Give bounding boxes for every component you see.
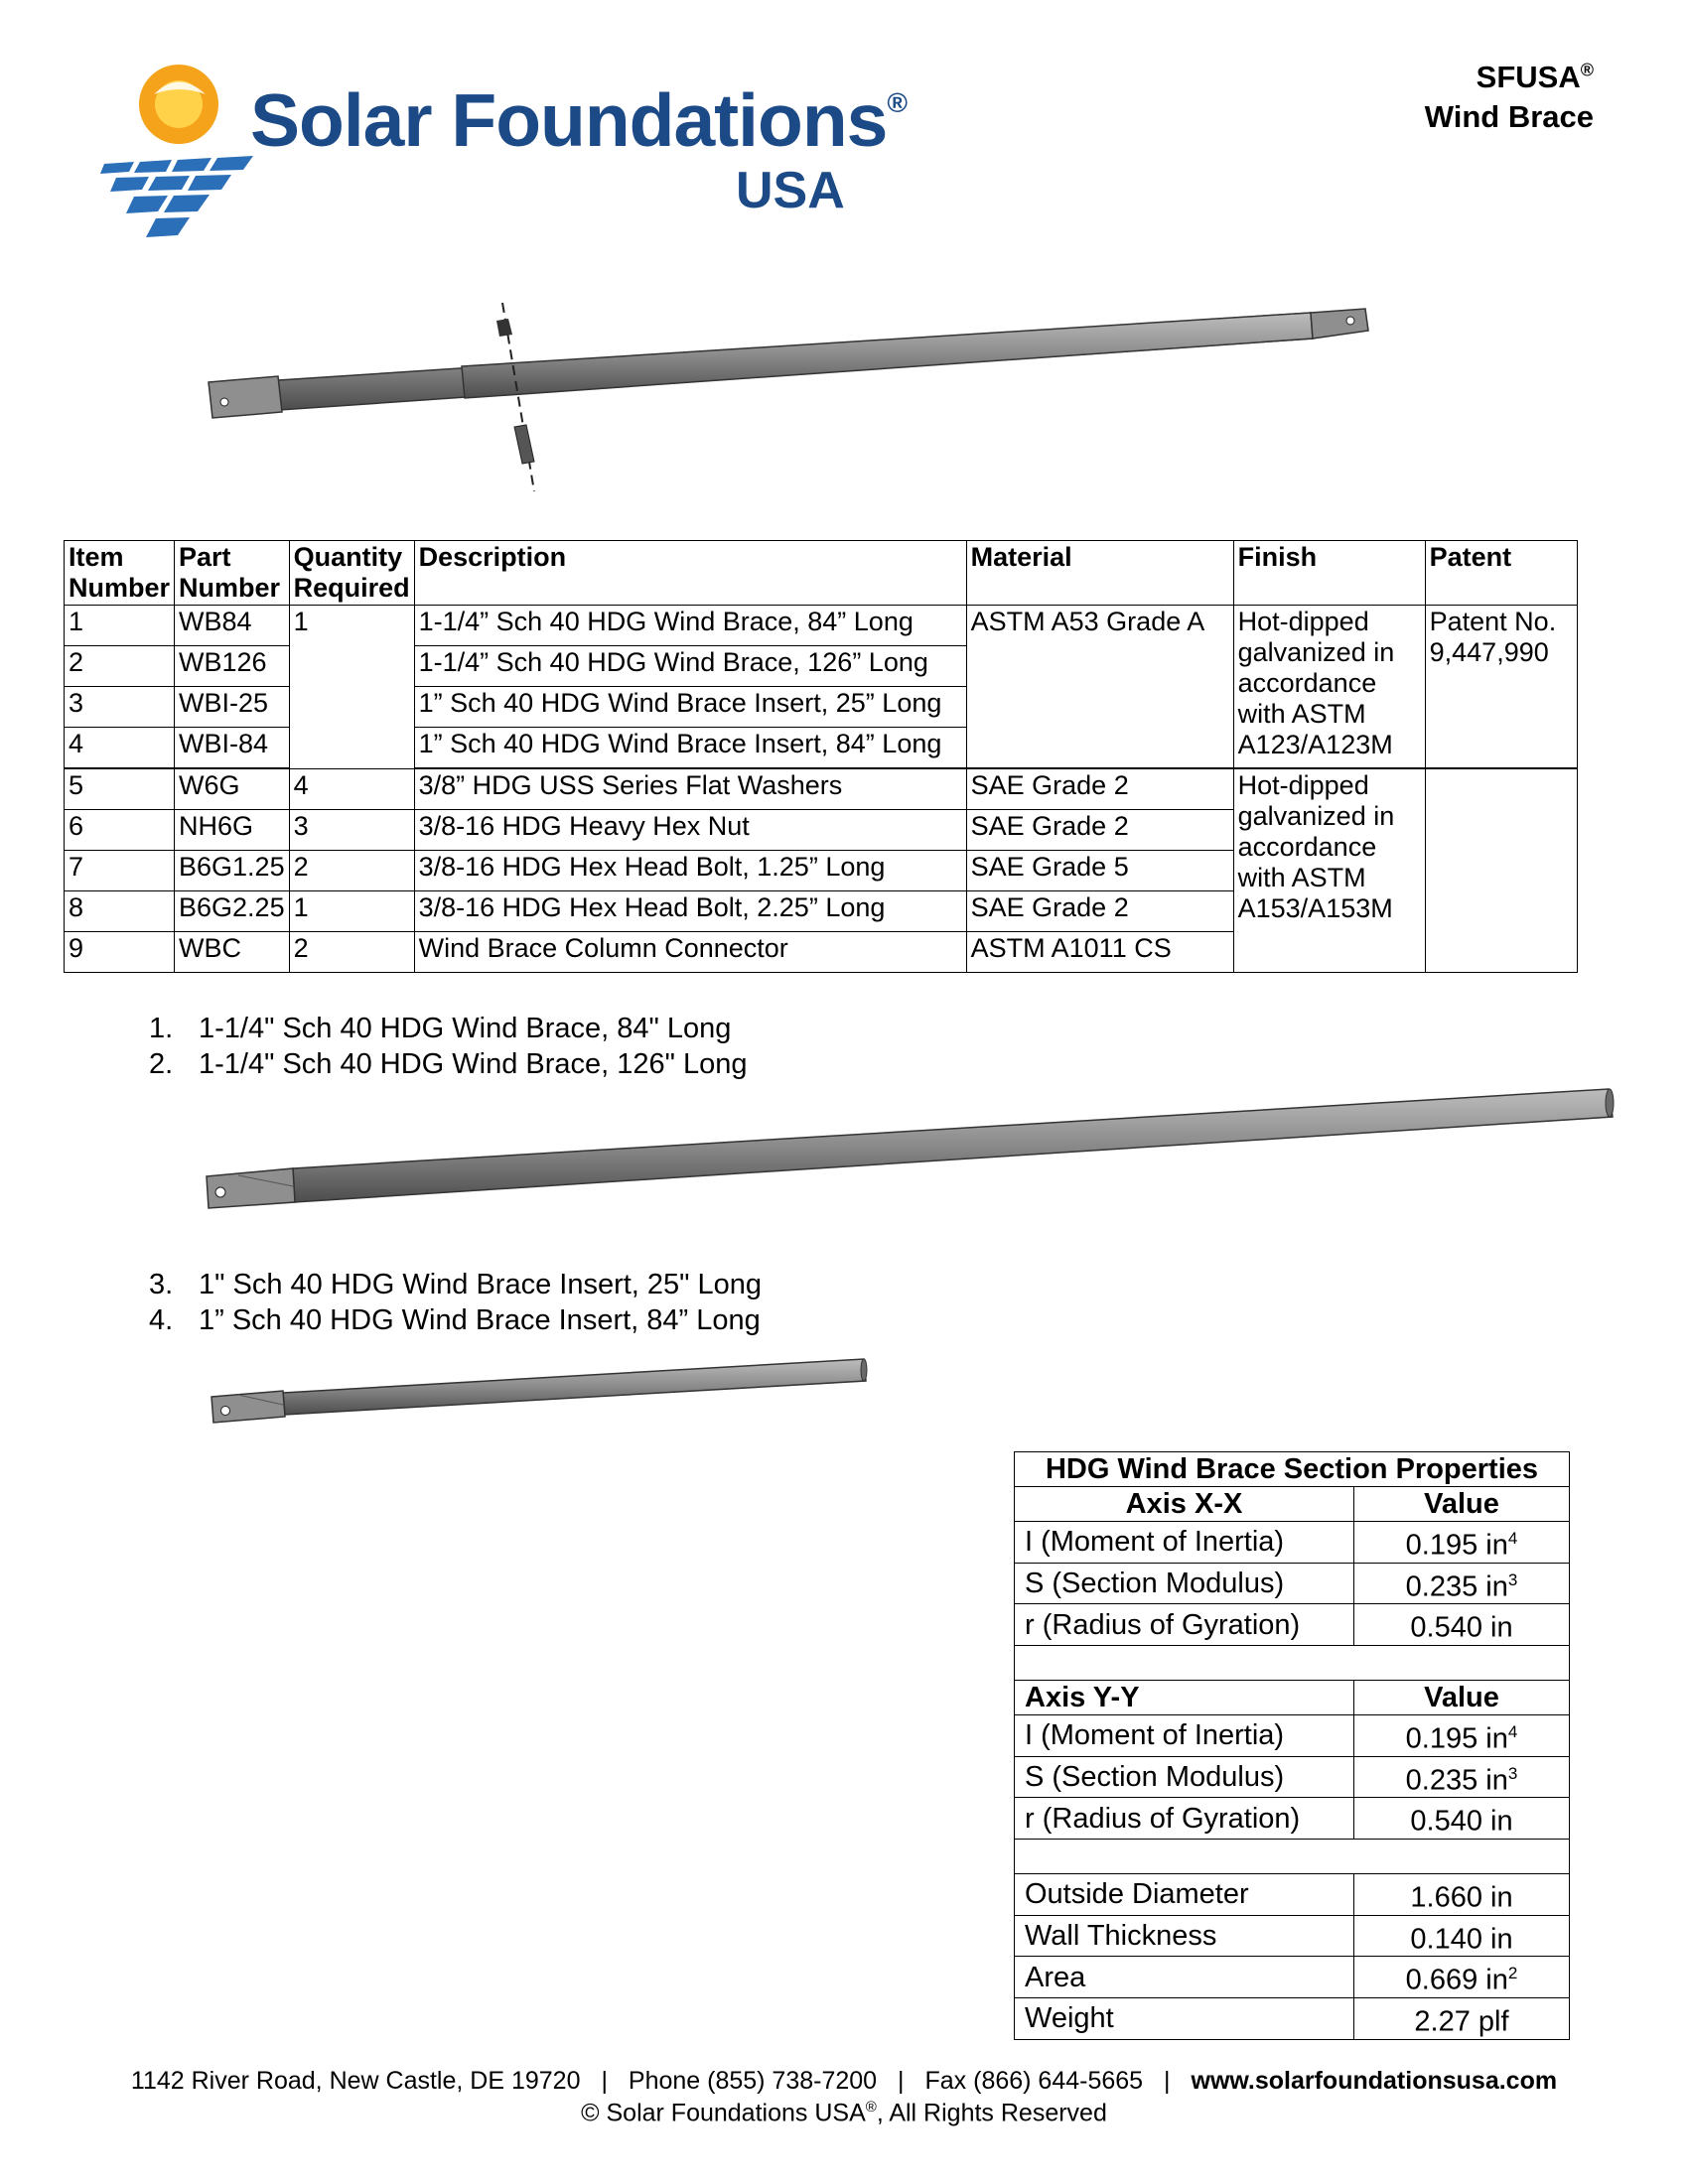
table-row: 7 B6G1.25 2 3/8-16 HDG Hex Head Bolt, 1.25” Long SAE Grade 5 — [65, 851, 1578, 891]
brand-name: Solar Foundations® — [250, 78, 907, 162]
insert-list — [149, 1267, 762, 1338]
group2-finish: Hot-dipped galvanized in accordance with ASTM A153/A153M — [1233, 768, 1425, 973]
table-row: Outside Diameter 1.660 in — [1015, 1873, 1570, 1915]
brace-list — [149, 1011, 748, 1082]
group1-quantity: 1 — [289, 606, 414, 769]
bolt-icon — [496, 303, 534, 491]
list-item: 4. 1” Sch 40 HDG Wind Brace Insert, 84” Long — [149, 1304, 761, 1336]
value-header: Value — [1354, 1680, 1570, 1714]
footer-phone: Phone (855) 738-7200 — [628, 2067, 878, 2095]
header-part-number: Part Number — [175, 541, 290, 606]
table-row: 2 WB126 1-1/4” Sch 40 HDG Wind Brace, 126” Long — [65, 646, 1578, 687]
section-properties-table — [1014, 1451, 1570, 2040]
header-description: Description — [414, 541, 966, 606]
properties-title: HDG Wind Brace Section Properties — [1015, 1452, 1570, 1487]
table-row: r (Radius of Gyration) 0.540 in — [1015, 1604, 1570, 1646]
footer-copyright: © Solar Foundations USA®, All Rights Reserved — [581, 2099, 1107, 2127]
brace-insert-icon — [211, 1359, 867, 1423]
header-item-number: Item Number — [65, 541, 175, 606]
table-row: 8 B6G2.25 1 3/8-16 HDG Hex Head Bolt, 2.25” Long SAE Grade 2 — [65, 891, 1578, 932]
footer-contact: 1142 River Road, New Castle, DE 19720 | Phone (855) 738-7200 | Fax (866) 644-5665 | www.solarfoundationsusa.com — [130, 2067, 1558, 2095]
table-row: 9 WBC 2 Wind Brace Column Connector ASTM A1011 CS — [65, 932, 1578, 973]
group1-material: ASTM A53 Grade A — [966, 606, 1233, 769]
document-title: Wind Brace — [1424, 99, 1594, 134]
table-row: 6 NH6G 3 3/8-16 HDG Heavy Hex Nut SAE Grade 2 — [65, 810, 1578, 851]
list-item: 1. 1-1/4" Sch 40 HDG Wind Brace, 84" Long — [149, 1013, 732, 1044]
footer-website-link[interactable]: www.solarfoundationsusa.com — [1191, 2067, 1558, 2095]
table-row: 5 W6G 4 3/8” HDG USS Series Flat Washers SAE Grade 2 Hot-dipped galvanized in accordance with ASTM A153/A153M — [65, 768, 1578, 810]
header-quantity: Quantity Required — [289, 541, 414, 606]
table-row: Weight 2.27 plf — [1015, 1997, 1570, 2039]
list-item: 2. 1-1/4" Sch 40 HDG Wind Brace, 126" Long — [149, 1048, 748, 1080]
document-code: SFUSA® — [1476, 60, 1594, 94]
brand-subtitle: USA — [736, 162, 845, 219]
value-header: Value — [1354, 1487, 1570, 1522]
brace-tube-icon — [209, 309, 1368, 418]
assembly-drawing — [199, 293, 1489, 501]
group1-finish: Hot-dipped galvanized in accordance with ASTM A123/A123M — [1233, 606, 1425, 769]
brace-insert-drawing — [204, 1345, 879, 1434]
table-header-row — [65, 541, 1578, 606]
table-row: I (Moment of Inertia) 0.195 $in^4$ — [1015, 1714, 1570, 1756]
group1-patent: Patent No. 9,447,990 — [1425, 606, 1577, 769]
table-row: S (Section Modulus) 0.235 $in^3$ — [1015, 1563, 1570, 1604]
table-row: Wall Thickness 0.140 in — [1015, 1915, 1570, 1957]
axis-xx-header: Axis X-X — [1015, 1487, 1354, 1522]
header-material: Material — [966, 541, 1233, 606]
footer-fax: Fax (866) 644-5665 — [924, 2067, 1144, 2095]
list-item: 3. 1" Sch 40 HDG Wind Brace Insert, 25" Long — [149, 1269, 763, 1300]
header-finish: Finish — [1233, 541, 1425, 606]
wind-brace-drawing — [199, 1077, 1628, 1226]
header-patent: Patent — [1425, 541, 1577, 606]
group2-patent — [1425, 768, 1577, 973]
wind-brace-icon — [207, 1089, 1614, 1208]
table-row: 3 WBI-25 1” Sch 40 HDG Wind Brace Insert, 25” Long — [65, 687, 1578, 728]
footer-address: 1142 River Road, New Castle, DE 19720 — [130, 2067, 581, 2095]
table-row: Area 0.669 $in^2$ — [1015, 1957, 1570, 1998]
table-row: 1 WB84 1 1-1/4” Sch 40 HDG Wind Brace, 84” Long ASTM A53 Grade A Hot-dipped galvanized in accordance with ASTM A123/A123M Patent No. 9,447,990 — [65, 606, 1578, 646]
axis-yy-header: Axis Y-Y — [1015, 1680, 1354, 1714]
table-row: r (Radius of Gyration) 0.540 in — [1015, 1798, 1570, 1840]
table-row: I (Moment of Inertia) 0.195 $in^4$ — [1015, 1522, 1570, 1564]
table-row: 4 WBI-84 1” Sch 40 HDG Wind Brace Insert, 84” Long — [65, 728, 1578, 769]
parts-table — [64, 540, 1578, 973]
table-row: S (Section Modulus) 0.235 $in^3$ — [1015, 1756, 1570, 1798]
